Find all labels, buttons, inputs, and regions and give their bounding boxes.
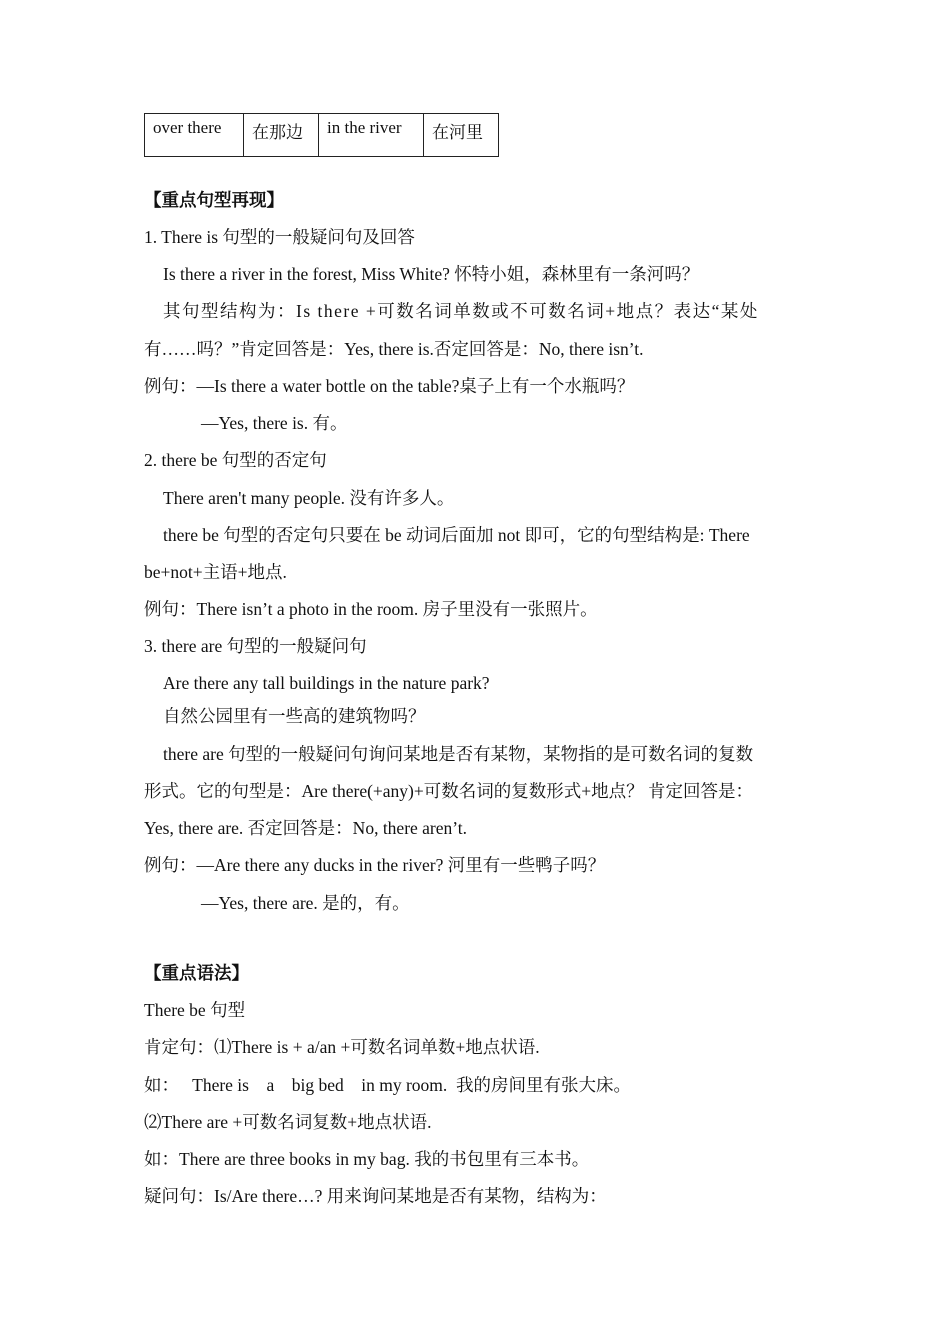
text-line: 1. There is 句型的一般疑问句及回答 — [144, 227, 415, 247]
text-line: 疑问句：Is/Are there…? 用来询问某地是否有某物，结构为： — [144, 1186, 607, 1206]
text-line: Are there any tall buildings in the nature park? — [163, 673, 490, 693]
table-cell: over there — [145, 114, 244, 157]
text-line: there be 句型的否定句只要在 be 动词后面加 not 即可，它的句型结构是: There — [163, 525, 750, 545]
text-line: —Yes, there is. 有。 — [201, 413, 348, 433]
text-line: ⑵There are +可数名词复数+地点状语. — [144, 1112, 432, 1132]
text-line: There be 句型 — [144, 1000, 246, 1020]
table-cell: 在河里 — [424, 114, 499, 157]
text-line: Is there a river in the forest, Miss White? 怀特小姐，森林里有一条河吗？ — [163, 264, 700, 284]
text-line: be+not+主语+地点. — [144, 562, 287, 582]
table-cell: 在那边 — [244, 114, 319, 157]
text-line: 自然公园里有一些高的建筑物吗？ — [163, 706, 426, 726]
text-line: 例句：—Is there a water bottle on the table?桌子上有一个水瓶吗？ — [144, 376, 635, 396]
text-line: Yes, there are. 否定回答是：No, there aren’t. — [144, 818, 468, 838]
table-cell: in the river — [319, 114, 424, 157]
text-line: There aren't many people. 没有许多人。 — [163, 488, 455, 508]
text-line: 其句型结构为：Is there +可数名词单数或不可数名词+地点？表达“某处 — [163, 301, 759, 321]
text-line: 如：There are three books in my bag. 我的书包里有三本书。 — [144, 1149, 590, 1169]
text-line: —Yes, there are. 是的，有。 — [201, 893, 410, 913]
text-line: 形式。它的句型是：Are there(+any)+可数名词的复数形式+地点？ 肯定回答是： — [144, 781, 753, 801]
text-line: 2. there be 句型的否定句 — [144, 450, 327, 470]
text-line: 例句：There isn’t a photo in the room. 房子里没有一张照片。 — [144, 599, 598, 619]
text-line: 如： There is a big bed in my room. 我的房间里有张大床。 — [144, 1075, 632, 1095]
text-line: 3. there are 句型的一般疑问句 — [144, 636, 367, 656]
text-line: 例句：—Are there any ducks in the river? 河里有一些鸭子吗？ — [144, 855, 606, 875]
text-line: 有……吗？”肯定回答是：Yes, there is.否定回答是：No, there isn’t. — [144, 339, 644, 359]
section-heading: 【重点句型再现】 — [144, 190, 284, 210]
vocabulary-table — [144, 113, 499, 157]
text-line: there are 句型的一般疑问句询问某地是否有某物，某物指的是可数名词的复数 — [163, 744, 754, 764]
section-heading: 【重点语法】 — [144, 963, 249, 983]
table-row — [145, 114, 499, 157]
text-line: 肯定句：⑴There is + a/an +可数名词单数+地点状语. — [144, 1037, 540, 1057]
